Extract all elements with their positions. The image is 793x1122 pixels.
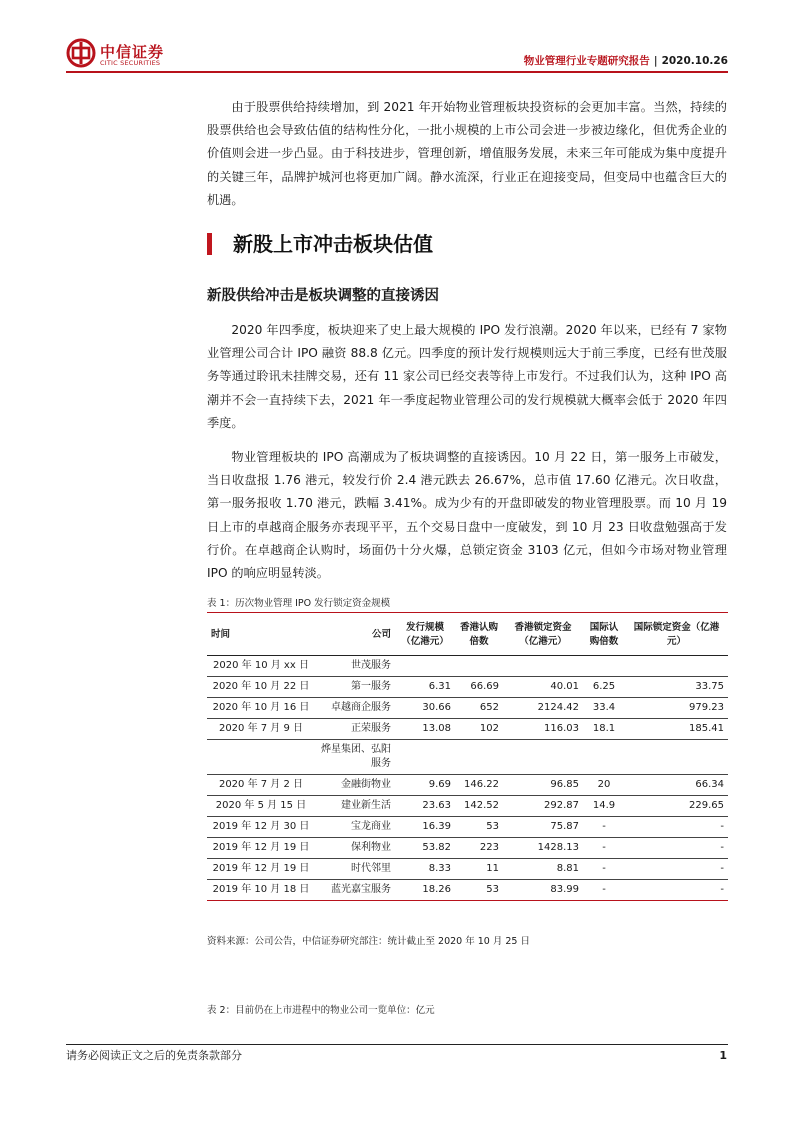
cell-date: [207, 740, 315, 775]
col-header-hk-locked: 香港锁定资金（亿港元）: [503, 613, 583, 656]
cell-intl-times: -: [583, 817, 625, 838]
table-row: [207, 796, 728, 817]
cell-hk-locked: 75.87: [503, 817, 583, 838]
cell-hk-locked: 1428.13: [503, 838, 583, 859]
cell-date: 2020 年 7 月 9 日: [207, 719, 315, 740]
table-row: [207, 677, 728, 698]
table-row: [207, 817, 728, 838]
cell-company: 时代邻里: [315, 859, 395, 880]
table-1-caption: 表 1：历次物业管理 IPO 发行锁定资金规模: [207, 598, 391, 609]
body-paragraph-2: 物业管理板块的 IPO 高潮成为了板块调整的直接诱因。10 月 22 日，第一服务上市破发，当日收盘报 1.76 港元，较发行价 2.4 港元跌去 26.67%，总市值 17.60 亿港元。次日收盘，第一服务报收 1.70 港元，跌幅 3.41%。成为少有的开盘即破发的物业管理股票。而 10 月 19 日上市的卓越商企服务亦表现平平，五个交易日盘中一度破发，到 10 月 23 日收盘勉强高于发行价。在卓越商企认购时，场面仍十分火爆，总锁定资金 3103 亿元，但如今市场对物业管理 IPO 的响应明显转淡。: [207, 450, 727, 581]
table-row: [207, 775, 728, 796]
cell-hk-times: [455, 656, 503, 677]
body-paragraph-1: 2020 年四季度，板块迎来了史上最大规模的 IPO 发行浪潮。2020 年以来，已经有 7 家物业管理公司合计 IPO 融资 88.8 亿元。四季度的预计发行规模则远大于前三季度，已经有世茂服务等通过聆讯未挂牌交易，还有 11 家公司已经交表等待上市发行。不过我们认为，这种 IPO 高潮并不会一直持续下去，2021 年一季度起物业管理公司的发行规模就大概率会低于 2020 年四季度。: [207, 323, 727, 430]
ipo-locked-funds-table: [207, 612, 728, 901]
cell-hk-times: [455, 740, 503, 775]
cell-date: 2019 年 12 月 19 日: [207, 838, 315, 859]
cell-intl-locked: -: [625, 880, 728, 901]
page-number: 1: [719, 1049, 727, 1062]
cell-hk-locked: 40.01: [503, 677, 583, 698]
cell-date: 2020 年 10 月 xx 日: [207, 656, 315, 677]
header-divider: [66, 71, 728, 73]
cell-date: 2020 年 7 月 2 日: [207, 775, 315, 796]
cell-intl-locked: [625, 740, 728, 775]
subsection-title: 新股供给冲击是板块调整的直接诱因: [207, 288, 439, 304]
cell-company: 正荣服务: [315, 719, 395, 740]
table-row: [207, 698, 728, 719]
cell-hk-locked: 8.81: [503, 859, 583, 880]
cell-issue-size: 23.63: [395, 796, 455, 817]
cell-intl-times: 14.9: [583, 796, 625, 817]
cell-issue-size: 13.08: [395, 719, 455, 740]
cell-hk-locked: 2124.42: [503, 698, 583, 719]
cell-intl-times: 20: [583, 775, 625, 796]
col-header-issue-size: 发行规模（亿港元）: [395, 613, 455, 656]
cell-intl-times: 33.4: [583, 698, 625, 719]
table-row: [207, 740, 728, 775]
table-row: [207, 859, 728, 880]
report-date: 2020.10.26: [661, 55, 728, 67]
cell-intl-locked: [625, 656, 728, 677]
cell-issue-size: 30.66: [395, 698, 455, 719]
cell-hk-times: 53: [455, 880, 503, 901]
cell-intl-times: 6.25: [583, 677, 625, 698]
cell-date: 2020 年 5 月 15 日: [207, 796, 315, 817]
page-header: [66, 36, 728, 76]
cell-intl-times: 18.1: [583, 719, 625, 740]
cell-hk-times: 146.22: [455, 775, 503, 796]
table-1-source: 资料来源：公司公告，中信证券研究部注：统计截止至 2020 年 10 月 25 日: [207, 936, 530, 947]
report-header-info: [524, 53, 728, 68]
cell-issue-size: [395, 740, 455, 775]
citic-logo-icon: [66, 38, 96, 68]
cell-company: 烨星集团、弘阳服务: [315, 740, 395, 775]
cell-hk-times: 66.69: [455, 677, 503, 698]
cell-hk-times: 223: [455, 838, 503, 859]
cell-issue-size: 53.82: [395, 838, 455, 859]
section-title: 新股上市冲击板块估值: [233, 232, 433, 256]
cell-company: 保利物业: [315, 838, 395, 859]
cell-hk-locked: [503, 656, 583, 677]
table-row: [207, 719, 728, 740]
col-header-company: 公司: [315, 613, 395, 656]
cell-company: 宝龙商业: [315, 817, 395, 838]
cell-hk-times: 142.52: [455, 796, 503, 817]
cell-hk-locked: 116.03: [503, 719, 583, 740]
cell-company: 金融街物业: [315, 775, 395, 796]
cell-hk-locked: 292.87: [503, 796, 583, 817]
col-header-hk-times: 香港认购倍数: [455, 613, 503, 656]
cell-hk-times: 11: [455, 859, 503, 880]
col-header-date: 时间: [207, 613, 315, 656]
cell-intl-locked: 66.34: [625, 775, 728, 796]
intro-paragraph: 由于股票供给持续增加，到 2021 年开始物业管理板块投资标的会更加丰富。当然，持续的股票供给也会导致估值的结构性分化，一批小规模的上市公司会进一步被边缘化，但优秀企业的价值则会进一步凸显。由于科技进步，管理创新，增值服务发展，未来三年可能成为集中度提升的关键三年，品牌护城河也将更加广阔。静水流深，行业正在迎接变局，但变局中也蕴含巨大的机遇。: [207, 100, 727, 207]
section-marker-bar: [207, 233, 212, 255]
cell-issue-size: 9.69: [395, 775, 455, 796]
cell-intl-locked: 229.65: [625, 796, 728, 817]
cell-intl-locked: -: [625, 817, 728, 838]
table-row: [207, 838, 728, 859]
table-header-row: [207, 613, 728, 656]
table-row: [207, 656, 728, 677]
cell-company: 第一服务: [315, 677, 395, 698]
cell-intl-times: [583, 656, 625, 677]
cell-intl-times: -: [583, 859, 625, 880]
cell-date: 2019 年 10 月 18 日: [207, 880, 315, 901]
cell-hk-locked: 96.85: [503, 775, 583, 796]
cell-intl-locked: 979.23: [625, 698, 728, 719]
cell-date: 2019 年 12 月 19 日: [207, 859, 315, 880]
cell-issue-size: 6.31: [395, 677, 455, 698]
cell-intl-times: -: [583, 838, 625, 859]
cell-hk-locked: 83.99: [503, 880, 583, 901]
cell-hk-locked: [503, 740, 583, 775]
cell-issue-size: 18.26: [395, 880, 455, 901]
table-row: [207, 880, 728, 901]
cell-hk-times: 102: [455, 719, 503, 740]
cell-company: 蓝光嘉宝服务: [315, 880, 395, 901]
cell-intl-times: -: [583, 880, 625, 901]
footer-divider: [66, 1044, 728, 1045]
cell-intl-times: [583, 740, 625, 775]
report-title: 物业管理行业专题研究报告: [523, 55, 650, 67]
table-body: [207, 656, 728, 901]
col-header-intl-locked: 国际锁定资金（亿港元）: [625, 613, 728, 656]
cell-company: 卓越商企服务: [315, 698, 395, 719]
cell-date: 2019 年 12 月 30 日: [207, 817, 315, 838]
logo-english-name: CITIC SECURITIES: [100, 59, 161, 67]
footer-disclaimer: 请务必阅读正文之后的免责条款部分: [66, 1049, 242, 1062]
cell-date: 2020 年 10 月 22 日: [207, 677, 315, 698]
cell-hk-times: 652: [455, 698, 503, 719]
header-separator: |: [653, 55, 658, 67]
cell-issue-size: 8.33: [395, 859, 455, 880]
logo-chinese-name: 中信证券: [100, 43, 165, 61]
cell-issue-size: 16.39: [395, 817, 455, 838]
cell-hk-times: 53: [455, 817, 503, 838]
cell-issue-size: [395, 656, 455, 677]
cell-intl-locked: 33.75: [625, 677, 728, 698]
cell-intl-locked: -: [625, 838, 728, 859]
cell-company: 建业新生活: [315, 796, 395, 817]
cell-intl-locked: -: [625, 859, 728, 880]
cell-date: 2020 年 10 月 16 日: [207, 698, 315, 719]
table-2-caption: 表 2：目前仍在上市进程中的物业公司一览单位：亿元: [207, 1005, 435, 1016]
cell-company: 世茂服务: [315, 656, 395, 677]
col-header-intl-times: 国际认购倍数: [583, 613, 625, 656]
citic-logo: [66, 38, 176, 72]
cell-intl-locked: 185.41: [625, 719, 728, 740]
